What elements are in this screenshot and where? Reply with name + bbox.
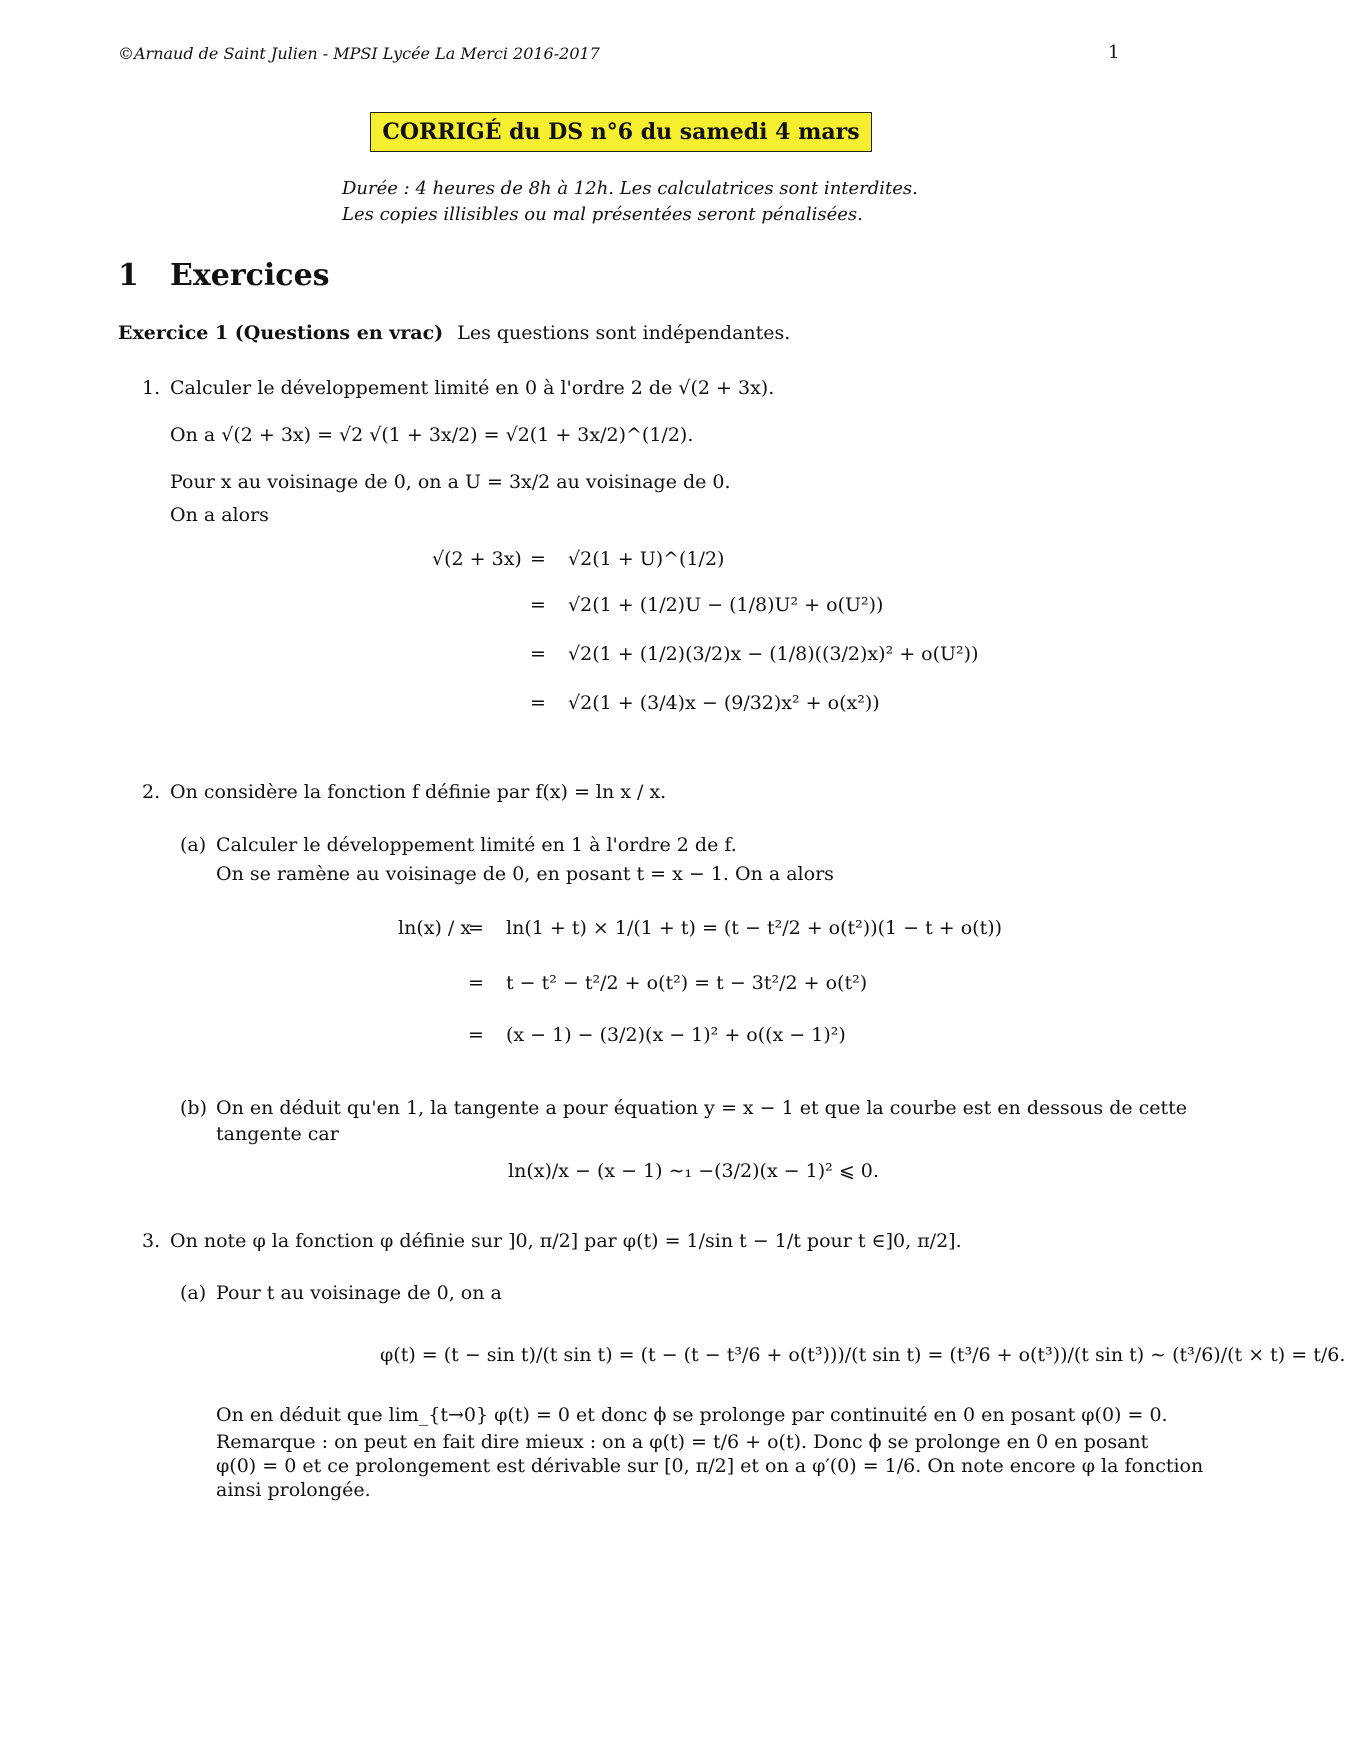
intro-warning: Les copies illisibles ou mal présentées seront pénalisées. <box>342 204 863 225</box>
q1-line-a: On a √(2 + 3x) = √2 √(1 + 3x/2) = √2(1 + 3x/2)^(1/2). <box>170 424 694 446</box>
exercise-1-heading <box>118 322 790 344</box>
q2-eq-sign-2: = <box>468 972 484 994</box>
q1-eq-sign-1: = <box>530 548 546 570</box>
q2-label: 2. <box>142 781 161 803</box>
q2-eq-sign-3: = <box>468 1024 484 1046</box>
q1-eq-row-4: √2(1 + (3/4)x − (9/32)x² + o(x²)) <box>568 692 880 714</box>
q3-conclusion: On en déduit que lim_{t→0} φ(t) = 0 et donc ϕ se prolonge par continuité en 0 en posant φ(0) = 0. <box>216 1404 1168 1426</box>
q3-remark-line-3: ainsi prolongée. <box>216 1479 371 1501</box>
q3-statement: On note φ la fonction φ définie sur ]0, π/2] par φ(t) = 1/sin t − 1/t pour t ∈]0, π/2]. <box>170 1230 962 1252</box>
intro-duration: Durée : 4 heures de 8h à 12h. Les calculatrices sont interdites. <box>342 178 918 199</box>
q1-statement: Calculer le développement limité en 0 à l'ordre 2 de √(2 + 3x). <box>170 377 775 399</box>
q2b-line-1: On en déduit qu'en 1, la tangente a pour équation y = x − 1 et que la courbe est en dessous de cette <box>216 1097 1188 1119</box>
section-title: Exercices <box>170 258 330 293</box>
q1-line-b: Pour x au voisinage de 0, on a U = 3x/2 au voisinage de 0. <box>170 471 731 493</box>
q3-remark-line-2: φ(0) = 0 et ce prolongement est dérivable sur [0, π/2] et on a φ′(0) = 1/6. On note encore φ la fonction <box>216 1455 1204 1477</box>
exercise-title: Exercice 1 (Questions en vrac) <box>118 322 444 344</box>
page-number: 1 <box>1108 42 1120 63</box>
q1-label: 1. <box>142 377 161 399</box>
q2-eq-row-1: ln(1 + t) × 1/(1 + t) = (t − t²/2 + o(t²))(1 − t + o(t)) <box>506 917 1003 939</box>
q1-eq-row-1: √2(1 + U)^(1/2) <box>568 548 725 570</box>
section-number: 1 <box>118 258 139 293</box>
q1-line-c: On a alors <box>170 504 269 526</box>
q1-eq-sign-3: = <box>530 643 546 665</box>
q2b-label: (b) <box>180 1097 207 1119</box>
document-title: CORRIGÉ du DS n°6 du samedi 4 mars <box>370 112 872 152</box>
q2-statement: On considère la fonction f définie par f(x) = ln x / x. <box>170 781 667 803</box>
q3-remark-line-1: Remarque : on peut en fait dire mieux : on a φ(t) = t/6 + o(t). Donc ϕ se prolonge en 0 en posant <box>216 1431 1149 1453</box>
exercise-intro: Les questions sont indépendantes. <box>457 322 791 344</box>
running-header: ©Arnaud de Saint Julien - MPSI Lycée La Merci 2016-2017 <box>118 44 600 63</box>
q1-eq-lhs: √(2 + 3x) <box>432 548 522 570</box>
q3a-label: (a) <box>180 1282 207 1304</box>
q2-eq-row-3: (x − 1) − (3/2)(x − 1)² + o((x − 1)²) <box>506 1024 846 1046</box>
q2-eq-row-2: t − t² − t²/2 + o(t²) = t − 3t²/2 + o(t²) <box>506 972 868 994</box>
q2a-line: On se ramène au voisinage de 0, en posant t = x − 1. On a alors <box>216 863 834 885</box>
q3a-equation: φ(t) = (t − sin t)/(t sin t) = (t − (t − t³/6 + o(t³)))/(t sin t) = (t³/6 + o(t³))/(t sin t) ∼ (t³/6)/(t × t) = t/6. <box>380 1344 1345 1366</box>
q2a-statement: Calculer le développement limité en 1 à l'ordre 2 de f. <box>216 834 737 856</box>
q2b-equation: ln(x)/x − (x − 1) ∼₁ −(3/2)(x − 1)² ⩽ 0. <box>508 1160 879 1182</box>
q2a-label: (a) <box>180 834 207 856</box>
q3-label: 3. <box>142 1230 161 1252</box>
q1-eq-row-3: √2(1 + (1/2)(3/2)x − (1/8)((3/2)x)² + o(U²)) <box>568 643 979 665</box>
q1-eq-sign-4: = <box>530 692 546 714</box>
q2-eq-lhs: ln(x) / x <box>398 917 472 939</box>
q3a-statement: Pour t au voisinage de 0, on a <box>216 1282 502 1304</box>
q2b-line-2: tangente car <box>216 1123 339 1145</box>
q2-eq-sign-1: = <box>468 917 484 939</box>
q1-eq-sign-2: = <box>530 594 546 616</box>
q1-eq-row-2: √2(1 + (1/2)U − (1/8)U² + o(U²)) <box>568 594 884 616</box>
